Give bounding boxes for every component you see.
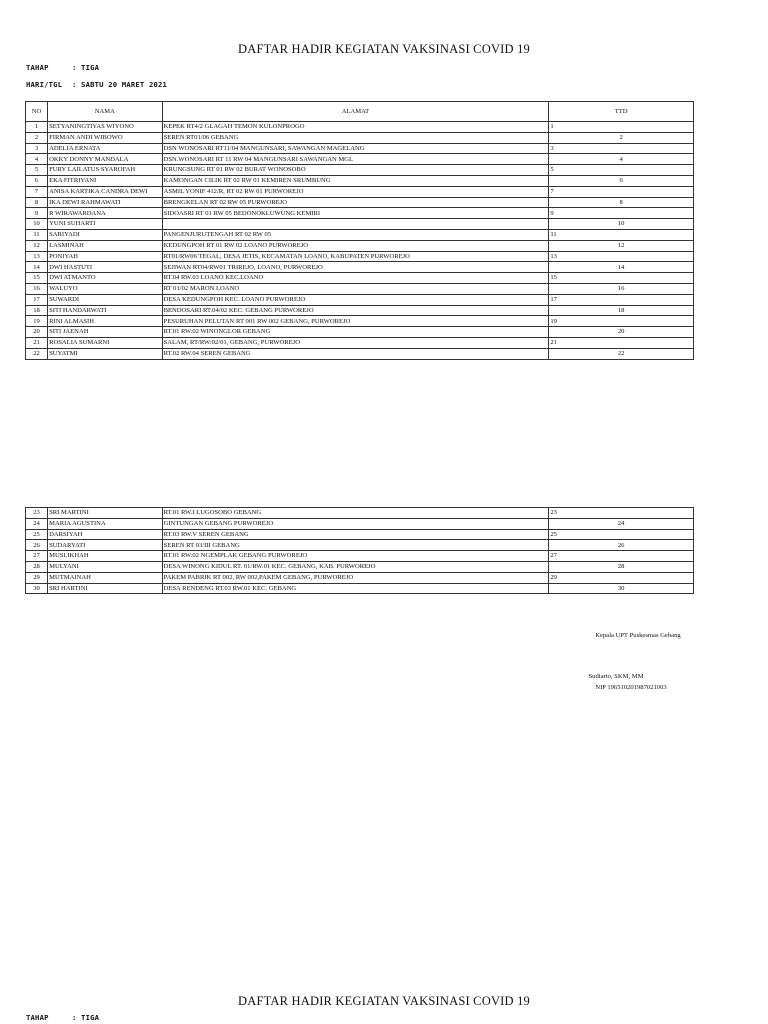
row-alamat: PANGENJURUTENGAH RT 02 RW 05 — [162, 229, 549, 240]
row-nama: MUTMAINAH — [48, 572, 163, 583]
row-no: 19 — [26, 316, 48, 327]
row-alamat: BENDOSARI RT.04/02 KEC. GEBANG PURWOREJO — [162, 305, 549, 316]
row-ttd[interactable]: 11 — [549, 229, 694, 240]
row-no: 16 — [26, 283, 48, 294]
header-ttd: TTD — [549, 102, 694, 122]
tahap-value: : TIGA — [72, 1013, 100, 1022]
row-nama: SETYANINGTIYAS WIYONO — [48, 122, 163, 133]
table-row — [26, 165, 694, 176]
row-nama: SITI JAENAH — [48, 327, 163, 338]
row-no: 29 — [26, 572, 48, 583]
row-ttd[interactable]: 9 — [549, 208, 694, 219]
row-ttd[interactable]: 17 — [549, 294, 694, 305]
row-nama: YUNI SUHARTI — [48, 219, 163, 230]
row-alamat: RT.01 RW.02 NGEMPLAK GEBANG PURWOREJO — [162, 551, 549, 562]
table-row — [26, 208, 694, 219]
row-ttd[interactable]: 23 — [549, 508, 694, 519]
row-alamat: SALAM, RT/RW:02/01, GEBANG, PURWOREJO — [162, 337, 549, 348]
document-title: DAFTAR HADIR KEGIATAN VAKSINASI COVID 19 — [237, 42, 530, 56]
row-ttd[interactable]: 10 — [549, 219, 694, 230]
table-row — [26, 154, 694, 165]
row-no: 14 — [26, 262, 48, 273]
row-nama: SUYATMI — [48, 348, 163, 359]
row-nama: OKKY DONNY MANDALA — [48, 154, 163, 165]
table-row — [26, 572, 694, 583]
row-alamat: BRENGKELAN RT 02 RW 05 PURWOREJO — [162, 197, 549, 208]
row-no: 12 — [26, 240, 48, 251]
tahap-line-page2 — [26, 1013, 99, 1022]
table-row — [26, 294, 694, 305]
row-no: 5 — [26, 165, 48, 176]
row-alamat: KEPEK RT4/2 GLAGAH TEMON KULONPROGO — [162, 122, 549, 133]
row-no: 26 — [26, 540, 48, 551]
row-alamat — [162, 219, 549, 230]
table-row — [26, 305, 694, 316]
row-no: 4 — [26, 154, 48, 165]
row-alamat: RT01/RW06 TEGAL, DESA JETIS, KECAMATAN LOANO, KABUPATEN PURWOREJO — [162, 251, 549, 262]
row-no: 18 — [26, 305, 48, 316]
row-alamat: RT.01 RW.02 WINONGLOR GEBANG — [162, 327, 549, 338]
signature-name: Sudiarto, SKM, MM — [588, 673, 644, 680]
row-alamat: DSN.WONOSARI RT 11 RW 04 MANGUNSARI SAWANGAN MGL — [162, 154, 549, 165]
row-ttd[interactable]: 14 — [549, 262, 694, 273]
row-alamat: KAMONGAN CILIK RT 02 RW 01 KEMIREN SRUMBUNG — [162, 175, 549, 186]
row-ttd[interactable]: 28 — [549, 561, 694, 572]
row-no: 9 — [26, 208, 48, 219]
row-alamat: SIDOASRI RT 01 RW 05 BEDONOKLUWUNG KEMIRI — [162, 208, 549, 219]
row-no: 3 — [26, 143, 48, 154]
row-ttd[interactable]: 13 — [549, 251, 694, 262]
row-ttd[interactable]: 26 — [549, 540, 694, 551]
row-no: 11 — [26, 229, 48, 240]
row-nama: DWI ATMANTO — [48, 273, 163, 284]
row-alamat: GINTUNGAN GEBANG PURWOREJO — [162, 518, 549, 529]
row-ttd[interactable]: 2 — [549, 132, 694, 143]
table-row — [26, 508, 694, 519]
tahap-label: TAHAP — [26, 1013, 49, 1022]
row-nama: SRI HARTINI — [48, 583, 163, 594]
tahap-label: TAHAP — [26, 63, 49, 72]
row-nama: ANISA KARTIKA CANDRA DEWI — [48, 186, 163, 197]
row-ttd[interactable]: 20 — [549, 327, 694, 338]
row-ttd[interactable]: 7 — [549, 186, 694, 197]
row-no: 7 — [26, 186, 48, 197]
row-ttd[interactable]: 22 — [549, 348, 694, 359]
table-row — [26, 240, 694, 251]
row-nama: PONIYAH — [48, 251, 163, 262]
attendance-table-continued — [25, 507, 694, 594]
row-ttd[interactable]: 1 — [549, 122, 694, 133]
row-no: 28 — [26, 561, 48, 572]
header-nama: NAMA — [48, 102, 163, 122]
row-no: 8 — [26, 197, 48, 208]
hari-tgl-label: HARI/TGL — [26, 80, 63, 89]
table-row — [26, 327, 694, 338]
row-nama: SRI MARTINI — [48, 508, 163, 519]
signature-role: Kepala UPT Puskesmas Gebang — [595, 632, 681, 639]
row-ttd[interactable]: 5 — [549, 165, 694, 176]
row-no: 22 — [26, 348, 48, 359]
row-alamat: KEDUNGPOH RT 01 RW 02 LOANO PURWOREJO — [162, 240, 549, 251]
row-nama: MUSLIKHAH — [48, 551, 163, 562]
row-no: 1 — [26, 122, 48, 133]
row-nama: R WIRAWARDANA — [48, 208, 163, 219]
row-no: 17 — [26, 294, 48, 305]
table-row — [26, 273, 694, 284]
row-no: 23 — [26, 508, 48, 519]
row-no: 13 — [26, 251, 48, 262]
row-ttd[interactable]: 12 — [549, 240, 694, 251]
row-no: 21 — [26, 337, 48, 348]
row-alamat: RT.01 RW.I LUGOSOBO GEBANG — [162, 508, 549, 519]
tahap-value: : TIGA — [72, 63, 100, 72]
row-alamat: RT.04 RW.03 LOANO KEC.LOANO — [162, 273, 549, 284]
row-alamat: DSN WONOSARI RT11/04 MANGUNSARI, SAWANGAN MAGELANG — [162, 143, 549, 154]
row-nama: LASMINAH — [48, 240, 163, 251]
table-row — [26, 529, 694, 540]
row-nama: ROSALIA SUMARNI — [48, 337, 163, 348]
row-alamat: DESA RENDENG RT.03 RW.01 KEC. GEBANG — [162, 583, 549, 594]
row-no: 25 — [26, 529, 48, 540]
row-ttd[interactable]: 29 — [549, 572, 694, 583]
row-nama: DWI HASTUTI — [48, 262, 163, 273]
row-alamat: ASMIL YONIF 412/R, RT 02 RW 01 PURWOREJO — [162, 186, 549, 197]
table-row — [26, 283, 694, 294]
table-row — [26, 132, 694, 143]
row-ttd[interactable]: 16 — [549, 283, 694, 294]
row-nama: FIRMAN ANDI WIBOWO — [48, 132, 163, 143]
row-no: 27 — [26, 551, 48, 562]
row-nama: ADELIA ERNATA — [48, 143, 163, 154]
table-row — [26, 583, 694, 594]
row-alamat: SEREN RT01/06 GEBANG — [162, 132, 549, 143]
row-alamat: RT.02 RW.04 SEREN GEBANG — [162, 348, 549, 359]
row-nama: RINI ALMASIH — [48, 316, 163, 327]
row-no: 30 — [26, 583, 48, 594]
table-row — [26, 551, 694, 562]
row-ttd[interactable]: 8 — [549, 197, 694, 208]
row-ttd[interactable]: 24 — [549, 518, 694, 529]
row-no: 6 — [26, 175, 48, 186]
table-row — [26, 540, 694, 551]
header-no: NO — [26, 102, 48, 122]
row-alamat: RT 01/02 MARON LOANO — [162, 283, 549, 294]
table-row — [26, 219, 694, 230]
row-alamat: DESA KEDUNGPOH KEC. LOANO PURWOREJO — [162, 294, 549, 305]
table-row — [26, 197, 694, 208]
row-nama: FURY LAILATUS SYAROFAH — [48, 165, 163, 176]
row-nama: WALUYO — [48, 283, 163, 294]
row-ttd[interactable]: 15 — [549, 273, 694, 284]
row-ttd[interactable]: 27 — [549, 551, 694, 562]
table-header-row — [26, 102, 694, 122]
row-ttd[interactable]: 18 — [549, 305, 694, 316]
document-title-page2: DAFTAR HADIR KEGIATAN VAKSINASI COVID 19 — [237, 994, 530, 1008]
row-nama: SITI HANDARWATI — [48, 305, 163, 316]
table-row — [26, 316, 694, 327]
row-nama: DARSIYAH — [48, 529, 163, 540]
row-nama: SUDARYATI — [48, 540, 163, 551]
row-alamat: SEREN RT 03/III GEBANG — [162, 540, 549, 551]
row-no: 2 — [26, 132, 48, 143]
signature-nip: NIP 196510201987021003 — [595, 684, 667, 691]
hari-tgl-value: : SABTU 20 MARET 2021 — [72, 80, 168, 89]
attendance-table — [25, 101, 694, 360]
row-nama: IKA DEWI RAHMAWATI — [48, 197, 163, 208]
table-row — [26, 175, 694, 186]
table-row — [26, 262, 694, 273]
row-alamat: KRUNGSUNG RT 01 RW 02 BURAT WONOSOBO — [162, 165, 549, 176]
row-ttd[interactable]: 6 — [549, 175, 694, 186]
table-row — [26, 561, 694, 572]
row-ttd[interactable]: 19 — [549, 316, 694, 327]
table-row — [26, 122, 694, 133]
hari-tgl-line — [26, 80, 167, 89]
table-row — [26, 143, 694, 154]
row-nama: SUWARDI — [48, 294, 163, 305]
row-ttd[interactable]: 3 — [549, 143, 694, 154]
row-no: 15 — [26, 273, 48, 284]
row-ttd[interactable]: 4 — [549, 154, 694, 165]
row-nama: EKA FITRIYANI — [48, 175, 163, 186]
table-row — [26, 251, 694, 262]
row-alamat: DESA WINONG KIDUL RT. 01/RW.01 KEC. GEBANG, KAB. PURWOREJO — [162, 561, 549, 572]
row-ttd[interactable]: 30 — [549, 583, 694, 594]
table-row — [26, 518, 694, 529]
row-no: 10 — [26, 219, 48, 230]
row-alamat: PESURUHAN PELUTAN RT 001 RW 002 GEBANG, PURWOREJO — [162, 316, 549, 327]
row-ttd[interactable]: 21 — [549, 337, 694, 348]
row-alamat: RT.03 RW.V SEREN GEBANG — [162, 529, 549, 540]
table-row — [26, 348, 694, 359]
header-alamat: ALAMAT — [162, 102, 549, 122]
tahap-line — [26, 63, 99, 72]
row-alamat: PAKEM PABRIK RT 002, RW 002,PAKEM GEBANG, PURWOREJO — [162, 572, 549, 583]
table-row — [26, 229, 694, 240]
table-row — [26, 186, 694, 197]
table-row — [26, 337, 694, 348]
row-no: 20 — [26, 327, 48, 338]
row-no: 24 — [26, 518, 48, 529]
row-ttd[interactable]: 25 — [549, 529, 694, 540]
row-alamat: SEJIWAN RT04/RW01 TRIREJO, LOANO, PURWOREJO — [162, 262, 549, 273]
row-nama: MULYANI — [48, 561, 163, 572]
row-nama: MARIA AGUSTINA — [48, 518, 163, 529]
row-nama: SARIYADI — [48, 229, 163, 240]
